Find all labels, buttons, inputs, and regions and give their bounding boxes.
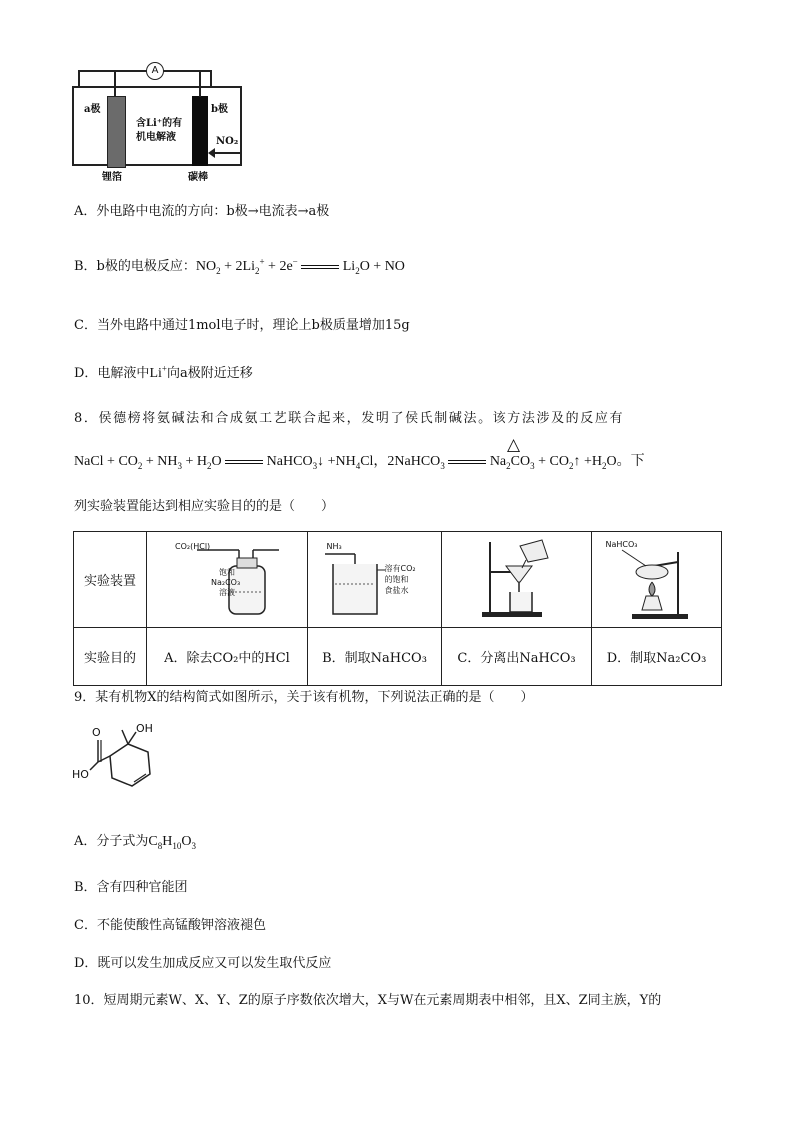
- q7-option-b: [74, 257, 405, 277]
- q8-stem-line3: 列实验装置能达到相应实验目的的是（ ）: [74, 499, 335, 514]
- no2-label: NO₂: [216, 136, 239, 147]
- lithium-foil-label: 锂箔: [102, 172, 122, 183]
- struct-oh-label: OH: [136, 722, 153, 735]
- struct-ho-label: HO: [72, 768, 89, 781]
- q9-option-c: C．不能使酸性高锰酸钾溶液褪色: [74, 918, 266, 933]
- q7-option-d-prefix: D．电解液中: [74, 366, 150, 381]
- q9-option-b: B．含有四种官能团: [74, 880, 188, 895]
- filtration-apparatus-icon: [462, 536, 572, 620]
- q8-stem-line1: 8．侯德榜将氨碱法和合成氨工艺联合起来，发明了侯氏制碱法。该方法涉及的反应有: [74, 411, 625, 426]
- b-electrode-label: b极: [211, 104, 228, 115]
- q7-option-d: D．电解液中Li+向a极附近迁移: [74, 363, 253, 381]
- apparatus-b-label-3: 食盐水: [384, 585, 409, 595]
- apparatus-a-label-1: 饱和: [219, 567, 235, 577]
- q7-option-b-equation: $NO_2 + 2Li_2^+ + 2e^-$ $Li_2O$ + NO: [195, 256, 405, 276]
- lithium-foil-electrode: [107, 96, 126, 168]
- q9-stem: 9．某有机物X的结构简式如图所示，关于该有机物，下列说法正确的是（ ）: [74, 690, 534, 705]
- apparatus-b-label-2: 的饱和: [384, 574, 409, 584]
- apparatus-b-label-top: NH₃: [326, 541, 342, 551]
- a-electrode-label: a极: [84, 104, 101, 115]
- apparatus-a: [147, 532, 308, 628]
- beaker-icon: [315, 540, 435, 620]
- apparatus-d-label-top: NaHCO₃: [605, 539, 638, 549]
- apparatus-a-label-2: Na₂CO₃: [211, 577, 241, 587]
- q9-option-d: D．既可以发生加成反应又可以发生取代反应: [74, 956, 332, 971]
- q9-option-a-prefix: A．分子式为: [74, 834, 149, 849]
- carbon-rod-label: 碳棒: [188, 172, 208, 183]
- structure-formula: [72, 722, 168, 796]
- q8-tail: 。下: [616, 454, 645, 469]
- struct-o-label: O: [92, 726, 101, 739]
- gas-inflow-arrow: [212, 152, 240, 154]
- q7-option-a: A．外电路中电流的方向：b极→电流表→a极: [74, 204, 330, 219]
- q7-option-b-prefix: B．b极的电极反应：: [74, 259, 196, 274]
- heating-apparatus-icon: [602, 538, 712, 622]
- experiment-table: [73, 531, 722, 686]
- apparatus-d: [592, 532, 722, 628]
- purpose-c: C．分离出NaHCO₃: [442, 628, 592, 686]
- q7-option-c: C．当外电路中通过1mol电子时，理论上b极质量增加15g: [74, 318, 410, 333]
- purpose-b: B．制取NaHCO₃: [308, 628, 442, 686]
- apparatus-b: [308, 532, 442, 628]
- ammeter-icon: A: [146, 62, 164, 80]
- q7-option-d-suffix: 向a极附近迁移: [166, 366, 253, 381]
- purpose-d: D．制取Na₂CO₃: [592, 628, 722, 686]
- header-purpose: 实验目的: [74, 628, 147, 686]
- q9-option-a: A．分子式为$C_8H_{10}O_3$: [74, 834, 196, 851]
- q8-equations: NaCl + $CO_2 + NH_3 + H_2O$ NaHCO$_3$↓ $+NH_4Cl$，2NaHCO$_3$ $Na_2CO_3$ + $CO_2↑ +H_2O$。下: [74, 454, 645, 471]
- header-device: 实验装置: [74, 532, 147, 628]
- purpose-a: A．除去CO₂中的HCl: [147, 628, 308, 686]
- electrolyte-label-2: 机电解液: [136, 132, 176, 143]
- apparatus-c: [442, 532, 592, 628]
- electrolyte-label-1: 含Li⁺的有: [136, 118, 183, 129]
- molecule-structure-icon: [72, 722, 168, 796]
- apparatus-a-label-top: CO₂(HCl): [175, 541, 211, 551]
- q10-stem: 10．短周期元素W、X、Y、Z的原子序数依次增大，X与W在元素周期表中相邻，且X、Z同主族，Y的: [74, 993, 662, 1008]
- delta-symbol: △: [507, 435, 521, 455]
- apparatus-b-label-1: 溶有CO₂: [384, 563, 416, 573]
- battery-diagram: [70, 60, 250, 190]
- apparatus-a-label-3: 溶液: [219, 587, 235, 597]
- carbon-rod-electrode: [192, 96, 208, 166]
